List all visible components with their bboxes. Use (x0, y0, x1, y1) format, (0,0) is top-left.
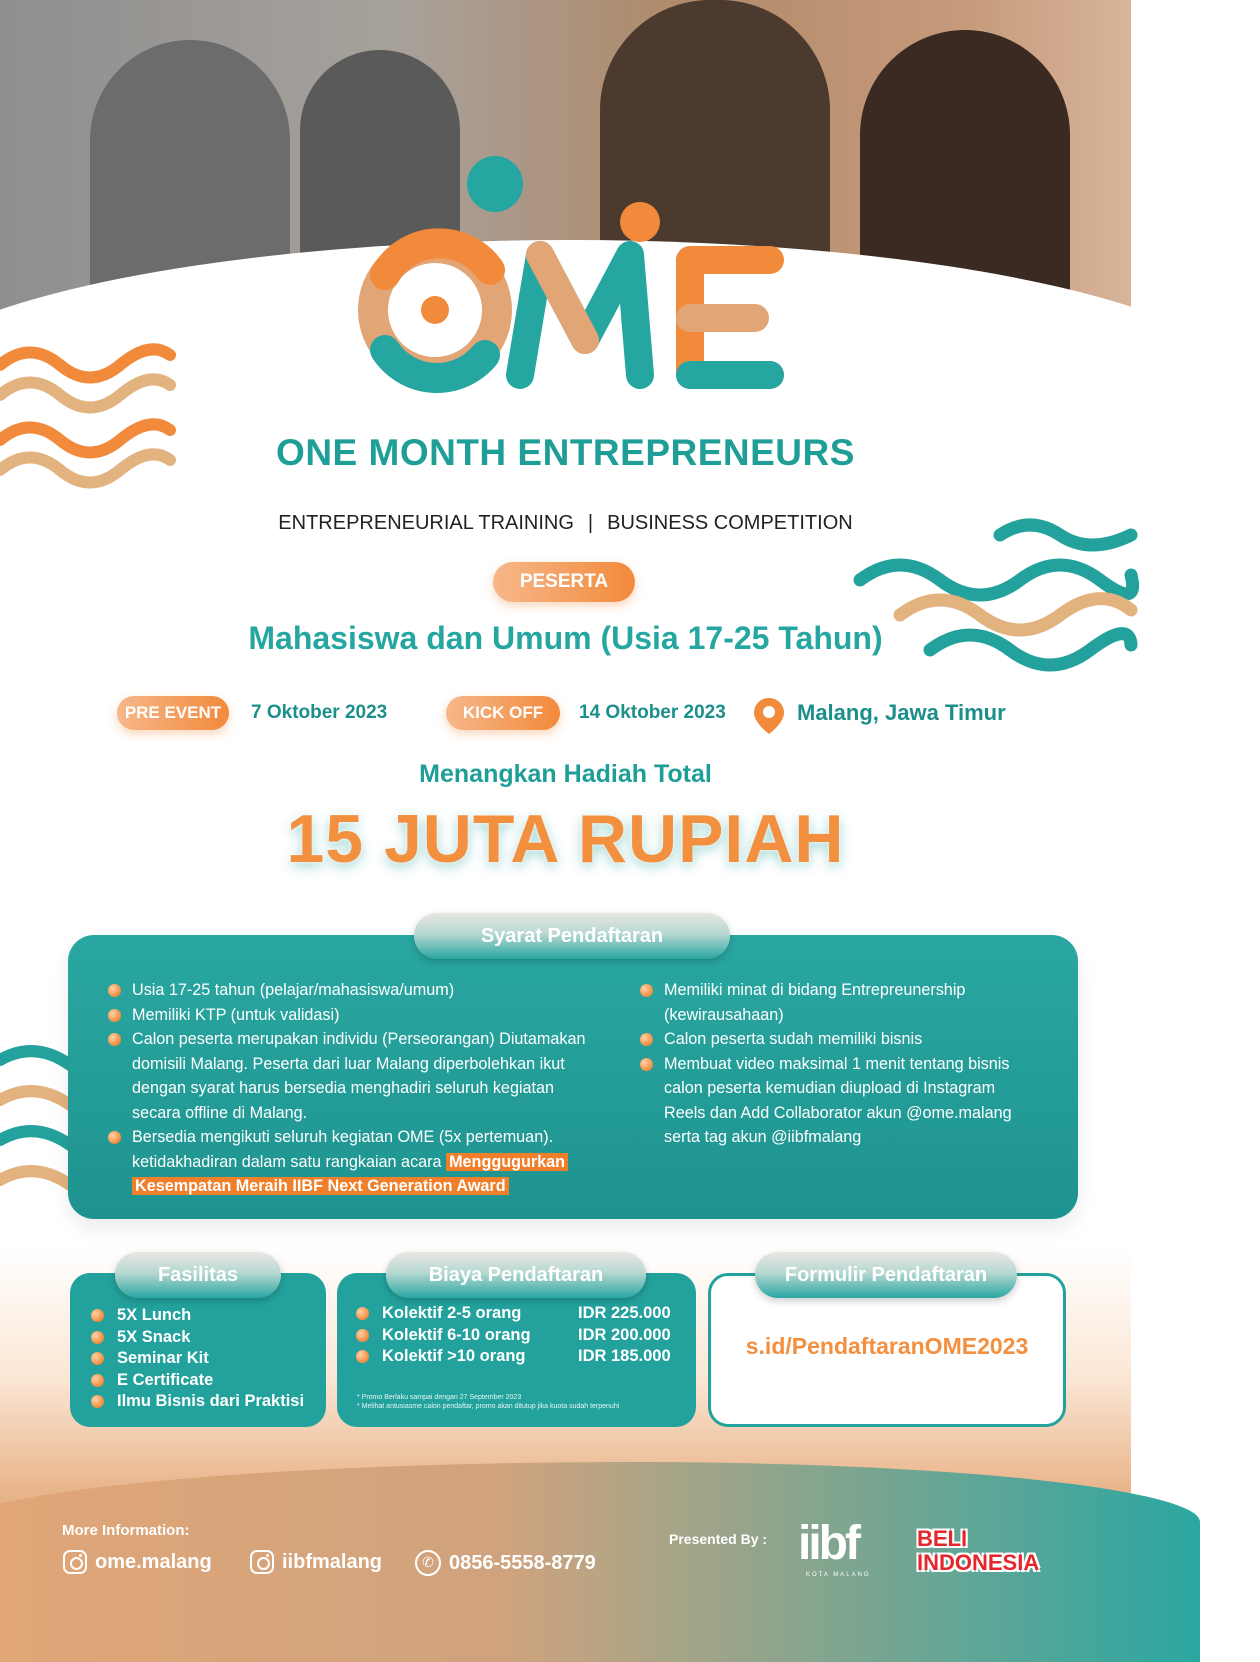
beli-indonesia-logo (917, 1527, 1039, 1575)
requirement-text: Bersedia mengikuti seluruh kegiatan OME (5x pertemuan). ketidakhadiran dalam satu rangkaian acara (132, 1128, 554, 1171)
prize-label: Menangkan Hadiah Total (419, 760, 712, 788)
facility-item: E Certificate (91, 1370, 304, 1392)
requirement-item: Memiliki minat di bidang Entrepreunership (kewirausahaan) (640, 978, 1040, 1027)
instagram-icon (250, 1550, 274, 1574)
requirements-heading: Syarat Pendaftaran (414, 913, 730, 959)
fees-list (356, 1303, 531, 1368)
subtitle-training: ENTREPRENEURIAL TRAINING (278, 512, 574, 534)
kickoff-date: 14 Oktober 2023 (579, 702, 726, 723)
fee-note: * Melihat antusiasme calon pendaftar, promo akan ditutup jika kuota sudah terpenuhi (357, 1403, 620, 1410)
requirement-item: Calon peserta merupakan individu (Perseorangan) Diutamakan domisili Malang. Peserta dari luar Malang diperbolehkan ikut dengan syarat harus bersedia menghadiri seluruh kegiatan secara offline di Malang. (108, 1027, 602, 1125)
requirements-left-column (108, 978, 602, 1199)
requirements-right-column (640, 978, 1040, 1150)
pre-event-date: 7 Oktober 2023 (251, 702, 388, 723)
facility-item: 5X Lunch (91, 1305, 304, 1327)
facilities-list (91, 1305, 304, 1413)
svg-text:OME: OME (340, 147, 377, 164)
iibf-logo-subtitle: KOTA MALANG (806, 1572, 871, 1578)
requirement-highlight: Kesempatan Meraih IIBF Next Generation Award (132, 1177, 509, 1195)
beli-indonesia-line: INDONESIA (917, 1550, 1040, 1575)
event-subtitle (0, 512, 1131, 535)
subtitle-competition: BUSINESS COMPETITION (607, 512, 853, 534)
instagram-handle: iibfmalang (282, 1550, 383, 1573)
fee-label: Kolektif >10 orang (356, 1346, 531, 1368)
event-title: ONE MONTH ENTREPRENEURS (276, 432, 855, 473)
phone-number: 0856-5558-8779 (449, 1551, 596, 1574)
fee-price: IDR 185.000 (578, 1347, 671, 1365)
prize-amount: 15 JUTA RUPIAH (286, 801, 845, 877)
requirement-item: Membuat video maksimal 1 menit tentang bisnis calon peserta kemudian diupload di Instagram Reels dan Add Collaborator akun @ome.malang serta tag akun @iibfmalang (640, 1052, 1040, 1150)
audience-text: Mahasiswa dan Umum (Usia 17-25 Tahun) (248, 620, 883, 656)
facility-item: Ilmu Bisnis dari Praktisi (91, 1391, 304, 1413)
pre-event-badge: PRE EVENT (117, 696, 229, 730)
beli-indonesia-line: BELI (917, 1526, 968, 1551)
requirement-item: Calon peserta sudah memiliki bisnis (640, 1027, 1040, 1052)
peserta-badge: PESERTA (493, 562, 635, 602)
requirement-item: Usia 17-25 tahun (pelajar/mahasiswa/umum) (108, 978, 602, 1003)
instagram-handle: ome.malang (95, 1550, 212, 1573)
fee-prices (578, 1303, 671, 1368)
presented-by-label: Presented By : (669, 1531, 768, 1547)
event-location: Malang, Jawa Timur (797, 700, 1006, 725)
registration-link[interactable]: s.id/PendaftaranOME2023 (745, 1333, 1029, 1359)
location-pin-icon (752, 696, 786, 736)
iibf-logo: iibf (798, 1517, 858, 1570)
requirement-highlight: Menggugurkan (446, 1153, 568, 1171)
more-info-label: More Information: (62, 1522, 190, 1539)
facilities-heading: Fasilitas (115, 1252, 281, 1298)
ome-logo (340, 147, 800, 410)
form-heading: Formulir Pendaftaran (755, 1252, 1017, 1298)
fee-price: IDR 225.000 (578, 1304, 671, 1322)
fees-heading: Biaya Pendaftaran (386, 1252, 646, 1298)
whatsapp-icon: ✆ (415, 1550, 441, 1576)
phone-contact[interactable] (415, 1550, 596, 1576)
fee-label: Kolektif 2-5 orang (356, 1303, 531, 1325)
requirement-item (108, 1125, 602, 1199)
subtitle-separator: | (587, 512, 594, 534)
fee-note: * Promo Berlaku sampai dengan 27 September 2023 (357, 1394, 522, 1401)
facility-item: 5X Snack (91, 1327, 304, 1349)
instagram-icon (63, 1550, 87, 1574)
instagram-iibf[interactable] (250, 1550, 382, 1574)
requirement-item: Memiliki KTP (untuk validasi) (108, 1003, 602, 1028)
fee-price: IDR 200.000 (578, 1325, 671, 1344)
facility-item: Seminar Kit (91, 1348, 304, 1370)
kickoff-badge: KICK OFF (446, 696, 560, 730)
fee-label: Kolektif 6-10 orang (356, 1325, 531, 1347)
instagram-ome[interactable] (63, 1550, 212, 1574)
wave-decoration-left-lower (0, 1040, 70, 1190)
fee-notes (357, 1393, 619, 1411)
